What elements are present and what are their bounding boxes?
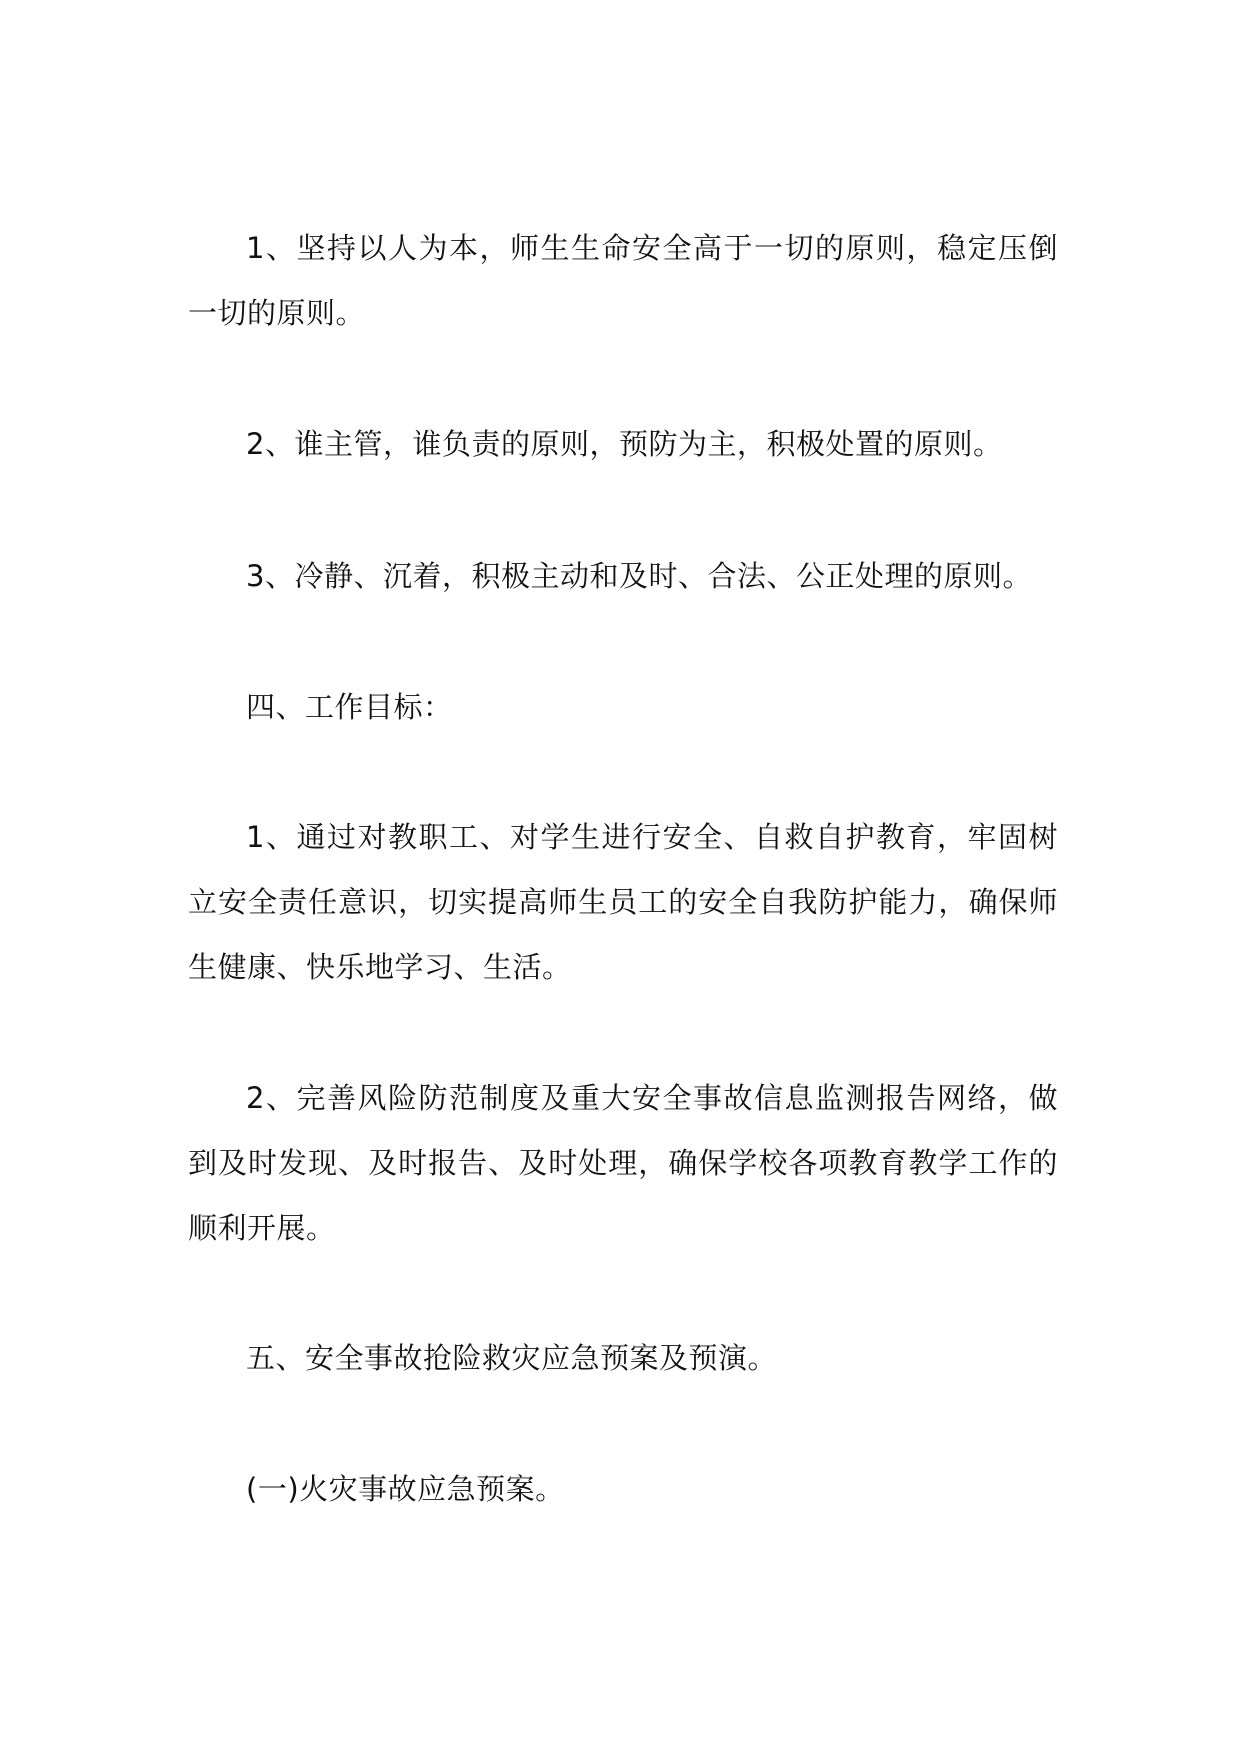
section-5-heading: 五、安全事故抢险救灾应急预案及预演。 <box>246 1341 778 1375</box>
section-4-heading: 四、工作目标： <box>246 690 453 724</box>
goal-2-paragraph: 2、完善风险防范制度及重大安全事故信息监测报告网络，做到及时发现、及时报告、及时处理，确保学校各项教育教学工作的顺利开展。 <box>188 1081 1058 1245</box>
subsection-1-heading: (一)火灾事故应急预案。 <box>246 1472 565 1506</box>
principle-1-paragraph: 1、坚持以人为本，师生生命安全高于一切的原则，稳定压倒一切的原则。 <box>188 231 1058 330</box>
principle-3-paragraph: 3、冷静、沉着，积极主动和及时、合法、公正处理的原则。 <box>246 559 1032 593</box>
principle-2-paragraph: 2、谁主管，谁负责的原则，预防为主，积极处置的原则。 <box>246 427 1003 461</box>
goal-1-paragraph: 1、通过对教职工、对学生进行安全、自救自护教育，牢固树立安全责任意识，切实提高师生员工的安全自我防护能力，确保师生健康、快乐地学习、生活。 <box>188 820 1058 984</box>
